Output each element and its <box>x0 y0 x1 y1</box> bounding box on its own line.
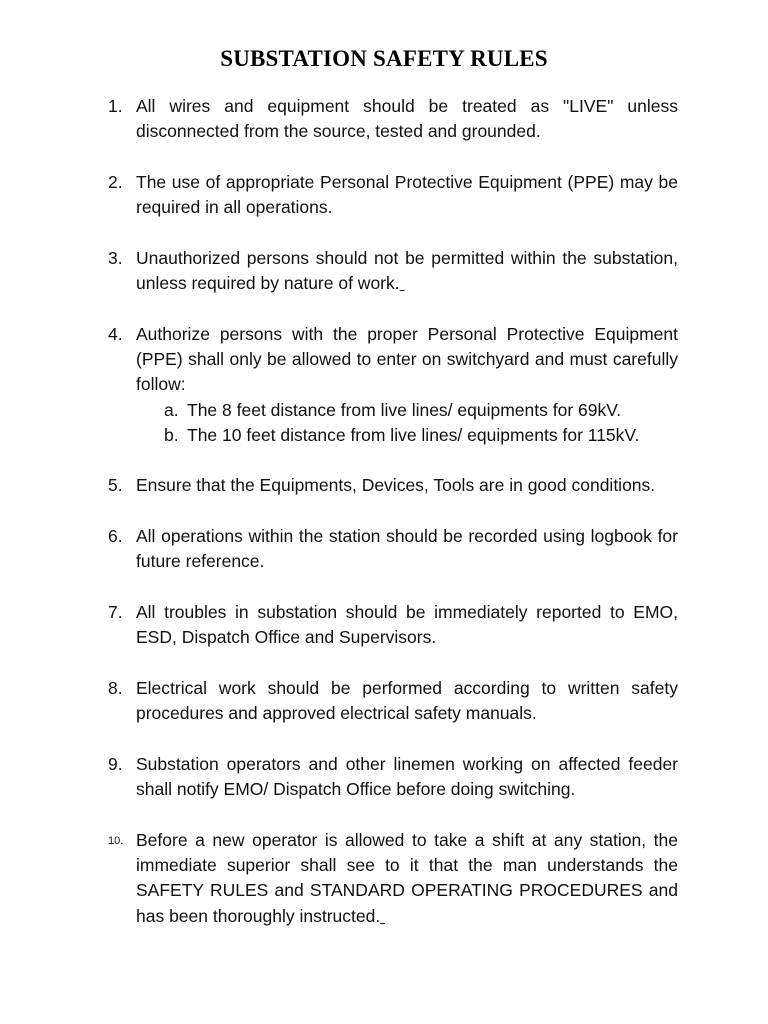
rule-number: 9. <box>108 753 123 774</box>
rule-number: 8. <box>108 677 123 698</box>
rule-text: Electrical work should be performed according to written safety procedures and approved electrical safety manuals. <box>136 677 678 724</box>
rule-item <box>108 524 678 575</box>
rule-text: Before a new operator is allowed to take a shift at any station, the immediate superior shall see to it that the man understands the SAFETY RULES and STANDARD OPERATING PROCEDURES and has been thoroughly instructed. <box>136 829 678 926</box>
rule-text: All troubles in substation should be immediately reported to EMO, ESD, Dispatch Office and Supervisors. <box>136 601 678 648</box>
rule-item <box>108 600 678 651</box>
rule-sub-item <box>164 423 678 448</box>
rule-item <box>108 94 678 145</box>
rule-text: The use of appropriate Personal Protective Equipment (PPE) may be required in all operations. <box>136 171 678 218</box>
rule-item <box>108 828 678 929</box>
sub-item-letter: b. <box>164 424 179 445</box>
underline-mark <box>400 273 405 293</box>
rule-number: 7. <box>108 601 123 622</box>
rule-text-wrap <box>136 246 678 297</box>
rule-number: 1. <box>108 96 123 116</box>
rule-item <box>108 322 678 448</box>
rule-number: 3. <box>108 247 123 268</box>
rule-sub-item <box>164 398 678 423</box>
rule-number: 10. <box>108 834 124 847</box>
sub-item-text: The 8 feet distance from live lines/ equipments for 69kV. <box>187 399 622 420</box>
document-title: SUBSTATION SAFETY RULES <box>220 46 548 71</box>
rule-text: All operations within the station should be recorded using logbook for future reference. <box>136 526 678 572</box>
rule-item <box>108 473 678 498</box>
rule-text: Authorize persons with the proper Personal Protective Equipment (PPE) shall only be allowed to enter on switchyard and must carefully follow: <box>136 323 678 395</box>
rule-text: All wires and equipment should be treated as "LIVE" unless disconnected from the source, tested and grounded. <box>136 96 678 142</box>
rule-item <box>108 246 678 297</box>
rule-text: Substation operators and other linemen working on affected feeder shall notify EMO/ Dispatch Office before doing switching. <box>136 753 678 800</box>
rule-item <box>108 170 678 221</box>
rule-text: Ensure that the Equipments, Devices, Tools are in good conditions. <box>136 475 656 496</box>
rule-number: 2. <box>108 171 123 192</box>
rule-number: 6. <box>108 526 123 547</box>
rule-text-wrap <box>136 828 678 929</box>
sub-item-letter: a. <box>164 399 179 420</box>
sub-item-text: The 10 feet distance from live lines/ equipments for 115kV. <box>187 424 640 445</box>
rule-item <box>108 676 678 727</box>
rule-item <box>108 752 678 803</box>
safety-rules-list <box>108 94 678 954</box>
rule-sub-list <box>136 398 678 449</box>
rule-text: Unauthorized persons should not be permitted within the substation, unless required by nature of work. <box>136 247 678 294</box>
rule-number: 4. <box>108 323 123 344</box>
rule-number: 5. <box>108 475 123 496</box>
underline-mark <box>380 906 385 926</box>
